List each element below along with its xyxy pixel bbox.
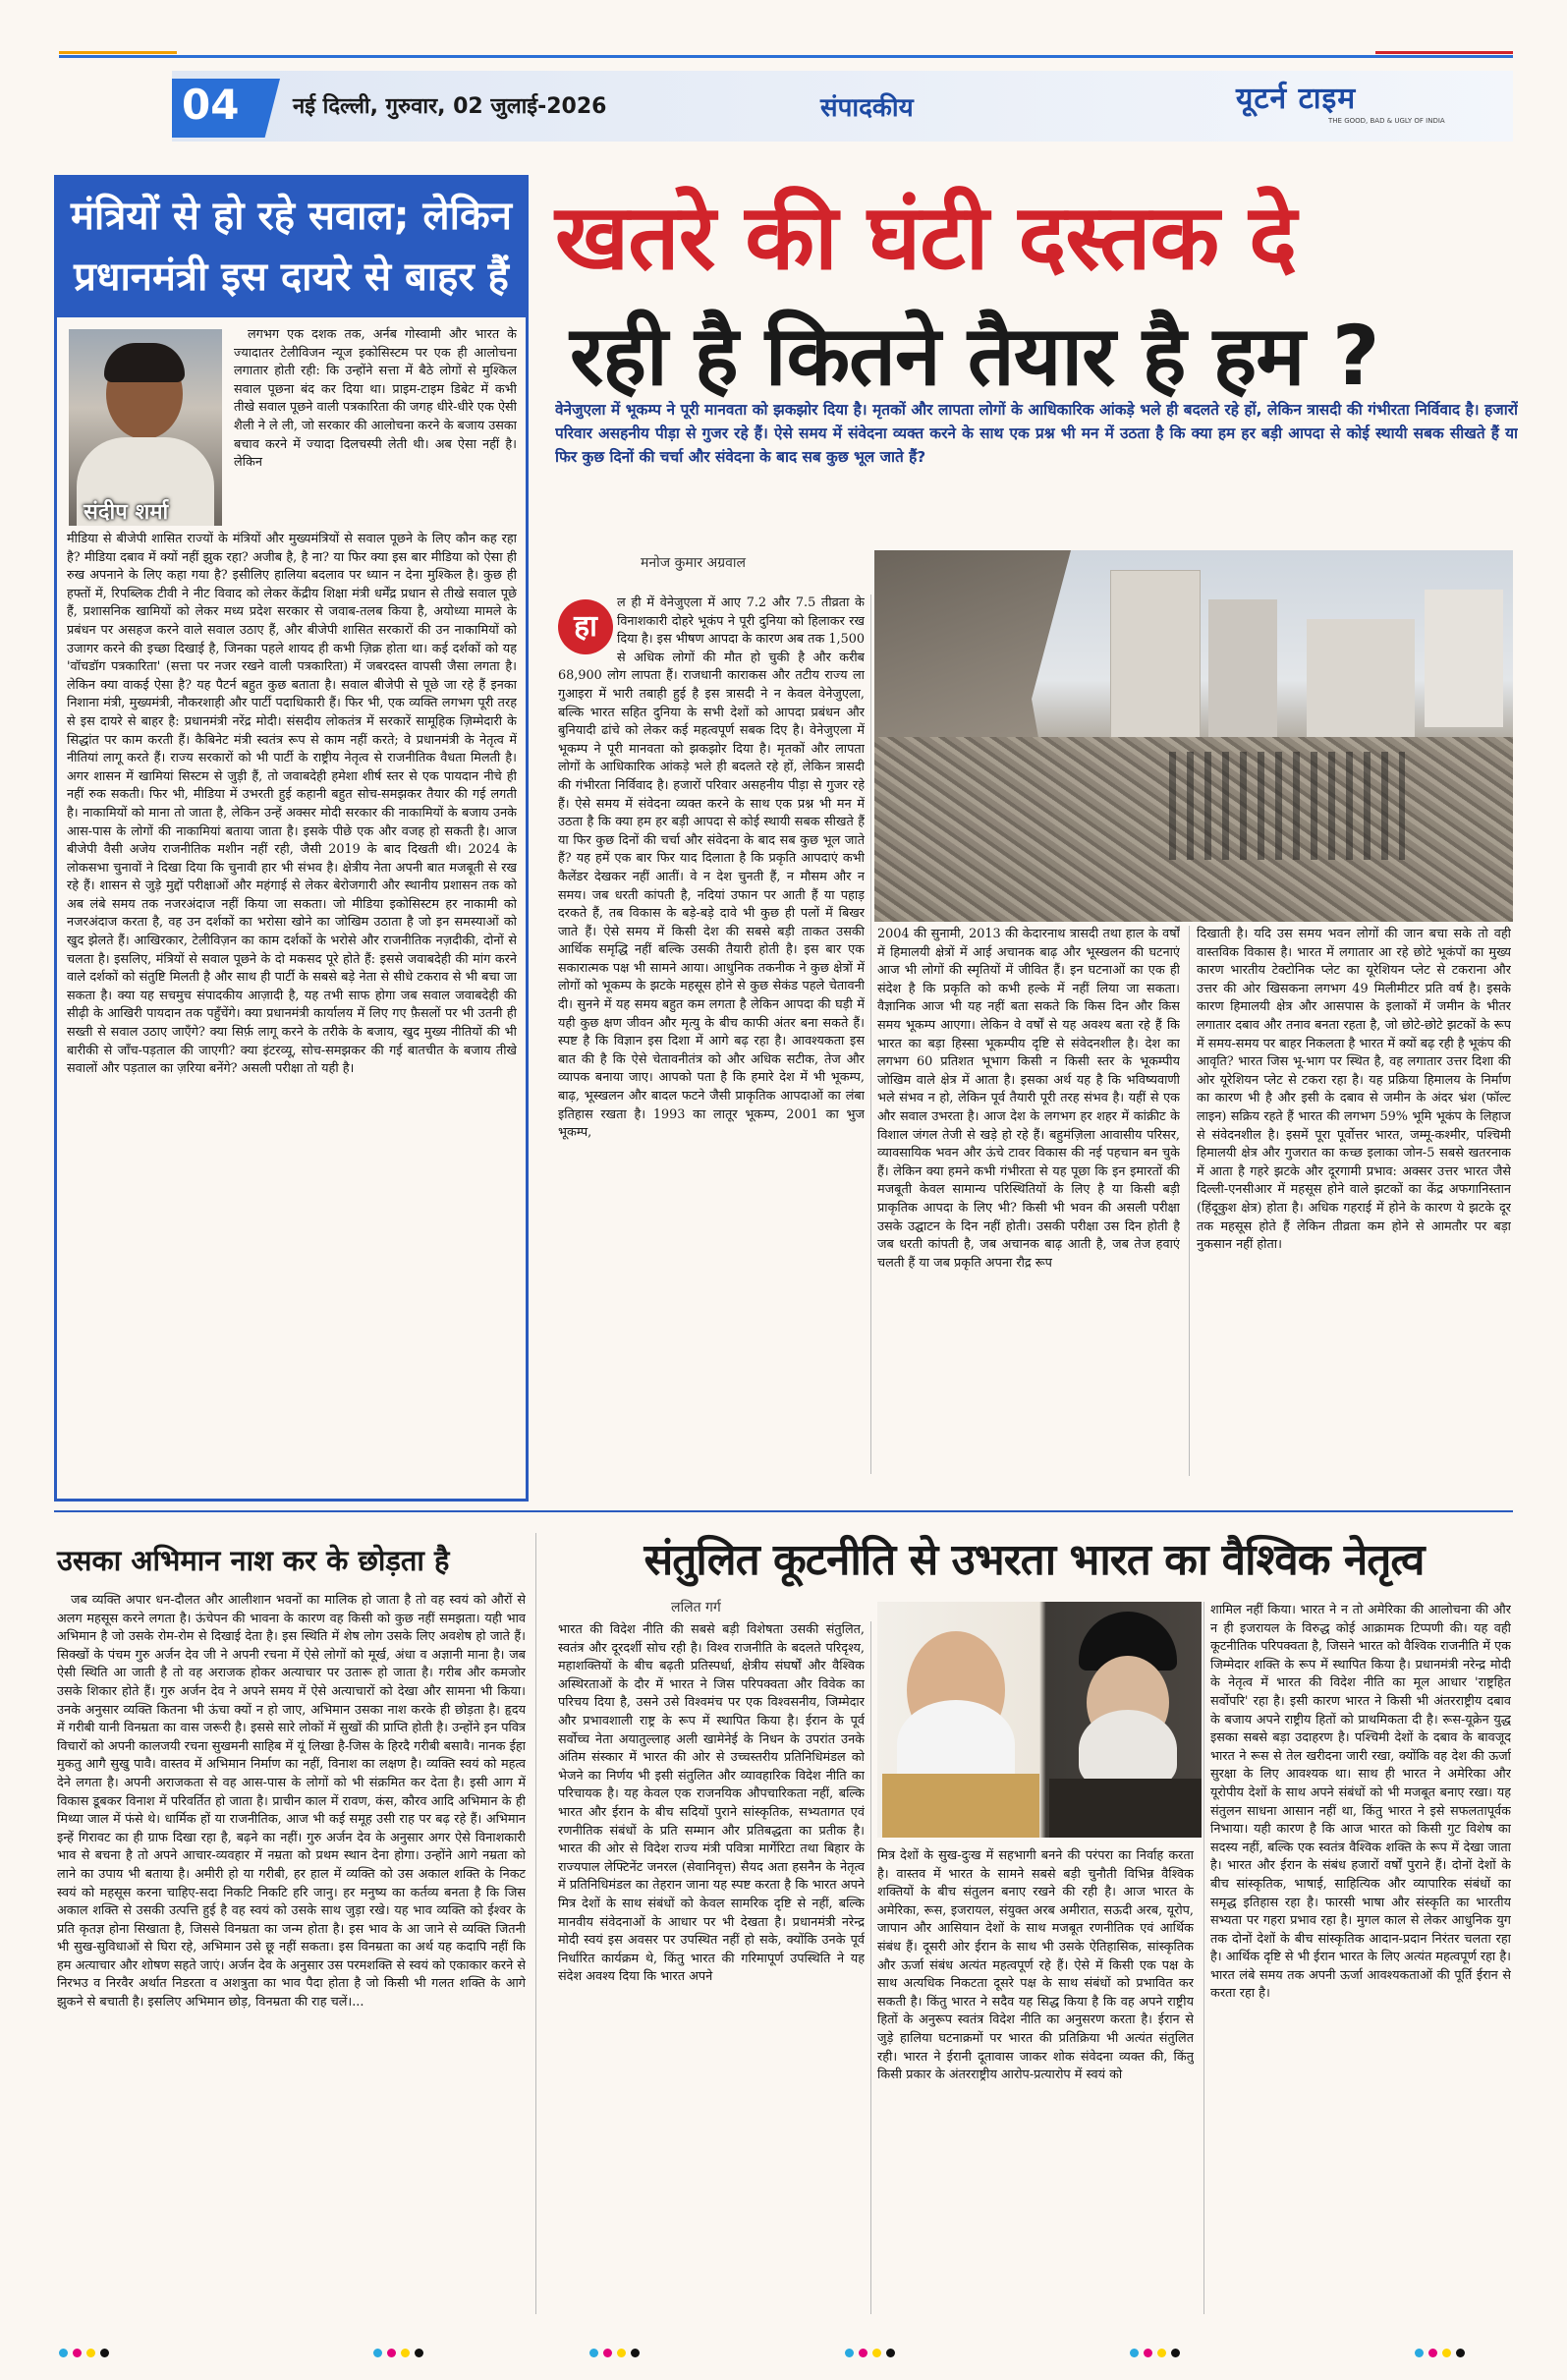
building-3 — [1307, 619, 1415, 737]
divider-2 — [1189, 926, 1190, 1476]
divider-5 — [1203, 1602, 1204, 2314]
registration-bar-red — [1375, 51, 1513, 54]
registration-bar-yellow — [59, 51, 177, 54]
registration-dots-5 — [1130, 2349, 1180, 2357]
registration-dots-6 — [1415, 2349, 1465, 2357]
section-rule — [54, 1510, 1513, 1512]
leaders-photo — [877, 1602, 1202, 1838]
dateline: नई दिल्ली, गुरुवार, 02 जुलाई-2026 — [293, 94, 607, 119]
bottom-main-col1-text: भारत की विदेश नीति की सबसे बड़ी विशेषता उसकी संतुलित, स्वतंत्र और दूरदर्शी सोच रही है। विश्व राजनीति के बदलते परिदृश्य, महाशक्तियों के बीच बढ़ती प्रतिस्पर्धा, क्षेत्रीय संघर्षों और वैश्विक अस्थिरताओं के दौर में भारत ने जिस परिपक्वता और विवेक का परिचय दिया है, उसने उसे विश्वमंच पर एक विश्वसनीय, जिम्मेदार और प्रभावशाली राष्ट्र के रूप में स्थापित किया है। ईरान के पूर्व सर्वोच्च नेता अयातुल्लाह अली खामेनेई के निधन के उपरांत उनके अंतिम संस्कार में भारत की ओर से उच्चस्तरीय प्रतिनिधिमंडल को भेजने का निर्णय भी इसी संतुलित और व्यावहारिक विदेश नीति का परिचायक है। यह केवल एक राजनयिक औपचारिकता नहीं, बल्कि भारत और ईरान के बीच सदियों पुराने सांस्कृतिक, सभ्यतागत एवं रणनीतिक संबंधों के प्रति सम्मान और प्रतिबद्धता का प्रतीक है। भारत की ओर से विदेश राज्य मंत्री पवित्रा मार्गेरिटा तथा बिहार के राज्यपाल लेफ्टिनेंट जनरल (सेवानिवृत्त) सैयद अता हसनैन के नेतृत्व में प्रतिनिधिमंडल का तेहरान जाना यह स्पष्ट करता है कि भारत अपने मित्र देशों के साथ संबंधों को केवल सामरिक दृष्टि से नहीं, बल्कि मानवीय संवेदनाओं के आधार पर भी देखता है। प्रधानमंत्री नरेन्द्र मोदी स्वयं इस अवसर पर उपस्थित नहीं हो सके, क्योंकि उनके पूर्व निर्धारित कार्यक्रम थे, किंतु भारत की गरिमापूर्ण उपस्थिति ने यह संदेश अवश्य दिया कि भारत अपने — [558, 1622, 865, 1985]
bottom-main-col3 — [1210, 1602, 1511, 2314]
divider-3 — [535, 1533, 536, 2314]
brand-logo — [1236, 77, 1452, 136]
main-article-col1-text: ल ही में वेनेजुएला में आए 7.2 और 7.5 तीव्रता के विनाशकारी दोहरे भूकंप ने पूरी दुनिया को हिलाकर रख दिया है। इस भीषण आपदा के कारण अब तक 1,500 से अधिक लोगों की मौत हो चुकी है और करीब 68,900 लोग लापता हैं। राजधानी काराकस और तटीय राज्य ला गुआइरा में भारी तबाही हुई है इस त्रासदी ने न केवल वेनेजुएला, बल्कि भारत सहित दुनिया के सभी देशों को आपदा प्रबंधन और बुनियादी ढांचे को लेकर कई महत्वपूर्ण सबक दिए है। वेनेजुएला में भूकम्प ने पूरी मानवता को झकझोर दिया है। मृतकों और लापता लोगों के आधिकारिक आंकड़े भले ही बदलते रहे हों, लेकिन त्रासदी की गंभीरता निर्विवाद है। हजारों परिवार असहनीय पीड़ा से गुजर रहे हैं। ऐसे समय में संवेदना व्यक्त करने के साथ एक प्रश्न भी मन में उठता है कि क्या हम हर बड़ी आपदा से कोई स्थायी सबक सीखते हैं या फिर कुछ दिनों की चर्चा और संवेदना के बाद सब कुछ भूल जाते हैं? यह हमें एक बार फिर याद दिलाता है कि प्रकृति आपदाएं कभी कैलेंडर देखकर नहीं आतीं। वे न देश चुनती हैं, न मौसम और न समय। जब धरती कांपती है, नदियां उफान पर आती हैं या पहाड़ दरकते हैं, तब विकास के बड़े-बड़े दावे भी कुछ ही पलों में बिखर जाते हैं। ऐसे समय में किसी देश की सबसे बड़ी ताकत उसकी आर्थिक समृद्धि नहीं बल्कि उसकी तैयारी होती है। इस बार एक सकारात्मक पक्ष भी सामने आया। आधुनिक तकनीक ने कुछ क्षेत्रों में लोगों को भूकम्प के झटके महसूस होने से कुछ सेकंड पहले चेतावनी दी। सुनने में यह समय बहुत कम लगता है लेकिन आपदा की घड़ी में यही कुछ क्षण जीवन और मृत्यु के बीच काफी अंतर बना सकते हैं। स्पष्ट है कि विज्ञान इस दिशा में आगे बढ़ रहा है। आवश्यकता इस बात की है कि ऐसे चेतावनीतंत्र को और अधिक सटीक, तेज और व्यापक बनाया जाए। आपको पता है कि हमारे देश में भी भूकम्प, बाढ़, भूस्खलन और बादल फटने जैसी प्राकृतिक आपदाओं का लंबा इतिहास रखता है। 1993 का लातूर भूकम्प, 2001 का भुज भूकम्प, — [558, 595, 865, 1141]
bottom-main-author: ललित गर्ग — [671, 1600, 721, 1615]
leader-1-attire — [882, 1774, 1039, 1838]
main-headline-1: खतरे की घंटी दस्तक दे — [555, 185, 1297, 290]
building-2 — [1208, 599, 1277, 737]
leader-2-robe — [1049, 1779, 1202, 1838]
bottom-main-col2 — [877, 1847, 1194, 2314]
registration-dots-4 — [845, 2349, 895, 2357]
standfirst-text: वेनेजुएला में भूकम्प ने पूरी मानवता को झकझोर दिया है। मृतकों और लापता लोगों के आधिकारिक आंकड़े भले ही बदलते रहे हों, लेकिन त्रासदी की गंभीरता निर्विवाद है। हजारों परिवार असहनीय पीड़ा से गुजर रहे हैं। ऐसे समय में संवेदना व्यक्त करने के साथ एक प्रश्न भी मन में उठता है कि क्या हम हर बड़ी आपदा से कोई स्थायी सबक सीखते हैं या फिर कुछ दिनों की चर्चा और संवेदना के बाद सब कुछ भूल जाते हैं? — [555, 401, 1518, 466]
left-article-headline-1: मंत्रियों से हो रहे सवाल; लेकिन — [71, 194, 512, 239]
drop-cap: हा — [558, 599, 613, 654]
leader-2-beard — [1079, 1710, 1177, 1788]
divider-4 — [870, 1621, 871, 2314]
earthquake-photo — [874, 550, 1513, 922]
main-article-col2-text: 2004 की सुनामी, 2013 की केदारनाथ त्रासदी तथा हाल के वर्षों में हिमालयी क्षेत्रों में आई अचानक बाढ़ और भूस्खलन की घटनाएं आज भी लोगों की स्मृतियों में जीवित हैं। इन घटनाओं का एक ही संदेश है कि प्रकृति को कभी हल्के में नहीं लिया जा सकता। वैज्ञानिक आज भी यह नहीं बता सकते कि किस दिन और किस समय भूकम्प आएगा। लेकिन वे वर्षों से यह अवश्य बता रहे हैं कि भारत का बड़ा हिस्सा भूकम्पीय दृष्टि से संवेदनशील है। देश का लगभग 60 प्रतिशत भूभाग किसी न किसी स्तर के भूकम्पीय जोखिम वाले क्षेत्र में आता है। इसका अर्थ यह है कि भविष्यवाणी भले संभव न हो, लेकिन पूर्व तैयारी पूरी तरह संभव है। यहीं से एक और सवाल उभरता है। आज देश के लगभग हर शहर में कांक्रीट के विशाल जंगल तेजी से खड़े हो रहे हैं। बहुमंज़िला आवासीय परिसर, व्यावसायिक भवन और ऊंचे टावर विकास की नई पहचान बन चुके हैं। लेकिन क्या हमने कभी गंभीरता से यह पूछा कि इन इमारतों की मजबूती केवल सामान्य परिस्थितियों के लिए है या किसी बड़ी प्राकृतिक आपदा के लिए भी? किसी भी भवन की असली परीक्षा उसके उद्घाटन के दिन नहीं होती। उसकी परीक्षा उस दिन होती है जब धरती कांपती है, जब अचानक बाढ़ आती है, जब तेज हवाएं चलती हैं या जब प्रकृति अपना रौद्र रूप — [877, 927, 1180, 1271]
drop-cap-space — [558, 595, 617, 652]
building-1 — [1110, 570, 1201, 739]
standfirst — [555, 398, 1518, 496]
left-article-headline-2: प्रधानमंत्री इस दायरे से बाहर हैं — [74, 255, 509, 300]
building-4 — [1425, 590, 1503, 727]
left-article-body-text: मीडिया से बीजेपी शासित राज्यों के मंत्रियों और मुख्यमंत्रियों से सवाल पूछने के लिए कौन कह रहा है? मीडिया दबाव में क्यों नहीं झुक रहा? अजीब है, है ना? या फिर क्या इस बार मीडिया को ऐसा ही रुख अपनाने के लिए कहा गया है? इसीलिए हालिया बदलाव पर ध्यान न देना मुश्किल है। कुछ ही हफ्तों में, रिपब्लिक टीवी ने नीट विवाद को लेकर केंद्रीय शिक्षा मंत्री धर्मेंद्र प्रधान से तीखे सवाल पूछे हैं, प्रशासनिक खामियों को लेकर मध्य प्रदेश सरकार से जवाब-तलब किया है, अयोध्या मामले के प्रबंधन पर असहज करने वाले सवाल उठाए हैं, और बीजेपी शासित सरकारों की उन नाकामियों को उजागर करने की इच्छा दिखाई है, जिनका पहले शायद ही कभी ज़िक्र होता था। कई दर्शकों को यह 'वॉचडॉग पत्रकारिता' (सत्ता पर नजर रखने वाली पत्रकारिता) में जबरदस्त वापसी जैसा लगता है। लेकिन क्या वाकई ऐसा है? यह पैटर्न बहुत कुछ बताता है। सवाल बीजेपी से पूछे जा रहे हैं इनका निशाना मंत्री, मुख्यमंत्री, नौकरशाही और पार्टी पदाधिकारी हैं। फिर भी, एक व्यक्ति लगभग पूरी तरह से इस दायरे से बाहर है: प्रधानमंत्री नरेंद्र मोदी। संसदीय लोकतंत्र में सरकारें सामूहिक ज़िम्मेदारी के सिद्धांत पर काम करती हैं। कैबिनेट मंत्री स्वतंत्र रूप से काम नहीं करते; वे प्रधानमंत्री के नेतृत्व में नीतियां लागू करते हैं। राज्य सरकारों को भी पार्टी के राष्ट्रीय नेतृत्व से राजनीतिक वैधता मिलती है। अगर शासन में खामियां सिस्टम से जुड़ी हैं, तो जवाबदेही हमेशा शीर्ष स्तर से एक पायदान नीचे ही नहीं रुक सकती। फिर भी, मीडिया में उभरती हुई कहानी बहुत सोच-समझकर तैयार की गई लगती है। नाकामियों को माना तो जाता है, लेकिन उन्हें अक्सर मोदी सरकार की नाकामियों के बजाय उनके आस-पास के लोगों की नाकामियां बताया जाता है। इसके पीछे एक और वजह हो सकती है। आज बीजेपी वैसी अजेय राजनीतिक मशीन नहीं रही, जैसी 2019 के बाद दिखती थी। 2024 के लोकसभा चुनावों ने दिखा दिया कि चुनावी हार भी संभव है। क्षेत्रीय नेता अपनी बात मजबूती से रख रहे हैं। शासन से जुड़े मुद्दों परीक्षाओं और महंगाई से लेकर बेरोजगारी और स्थानीय प्रशासन तक को अब लंबे समय तक नजरअंदाज नहीं किया जा सकता। जो मीडिया इकोसिस्टम हर नाकामी को नजरअंदाज करता है, वह उन दर्शकों का भरोसा खोने का जोखिम उठाता है जो इन समस्याओं को खुद झेलते हैं। आखिरकार, टेलीविज़न का काम दर्शकों के भरोसे और राजनीतिक नज़दीकी, दोनों से चलता है। इसलिए, मंत्रियों से सवाल पूछने के दो मकसद पूरे होते हैं: इससे जवाबदेही की मांग करने वाले दर्शकों को संतुष्टि मिलती है और साथ ही पार्टी के सबसे बड़े नेता से सीधे टकराव से भी बचा जा सकता है। क्या यह सचमुच संपादकीय आज़ादी है, यह तभी साफ होगा जब सवाल जवाबदेही की सीढ़ी के आखिरी पायदान तक पहुँचेंगे। क्या प्रधानमंत्री कार्यालय में लिए गए फ़ैसलों पर भी उतनी ही सख्ती से सवाल उठाए जाएँगे? क्या सिर्फ़ लागू करने के तरीके के बजाय, खुद मुख्य नीतियों की भी बारीकी से जाँच-पड़ताल की जाएगी? क्या इंटरव्यू, सोच-समझकर की गई बातचीत के बजाय तीखे सवालों और पड़ताल का ज़रिया बनेंगे? असली परीक्षा तो यही है। — [67, 532, 517, 1077]
left-article-intro-text: लगभग एक दशक तक, अर्नब गोस्वामी और भारत के ज्यादातर टेलीविजन न्यूज इकोसिस्टम पर एक ही आलोचना लगातार होती रही: कि उन्होंने सत्ता में बैठे लोगों से मुश्किल सवाल पूछना बंद कर दिया था। प्राइम-टाइम डिबेट में कभी तीखे सवाल पूछने वाली पत्रकारिता की जगह धीरे-धीरे एक ऐसी शैली ने ले ली, जो सरकार की आलोचना करने के बजाय उसका बचाव करने में ज्यादा दिलचस्पी लेती थी। अब ऐसा नहीं है। लेकिन — [234, 327, 517, 471]
registration-dots-3 — [589, 2349, 640, 2357]
main-headline-2: रही है कितने तैयार है हम ? — [570, 308, 1379, 404]
registration-bar-top — [59, 55, 1513, 58]
main-article-col3-text: दिखाती है। यदि उस समय भवन लोगों की जान बचा सके तो वही वास्तविक विकास है। भारत में लगातार आ रहे छोटे भूकंपों का मुख्य कारण भारतीय टेक्टोनिक प्लेट का यूरेशियन प्लेट से टकराना और उत्तर की ओर खिसकना लगभग 49 मिलीमीटर प्रति वर्ष है। इसके कारण हिमालयी क्षेत्र और आसपास के इलाकों में जमीन के भीतर लगातार दबाव और तनाव बनता रहता है, जो छोटे-छोटे झटकों के रूप में समय-समय पर बाहर निकलता है भारत में क्यों बढ़ रही है भूकंप की आवृति? भारत जिस भू-भाग पर स्थित है, वह लगातार उत्तर दिशा की ओर यूरेशियन प्लेट से टकरा रहा है। यह प्रक्रिया हिमालय के निर्माण का कारण भी है और इसी के दबाव से जमीन के अंदर भ्रंश (फॉल्ट लाइन) सक्रिय रहते हैं भारत की लगभग 59% भूमि भूकंप के लिहाज से संवेदनशील है। इसमें पूरा पूर्वोत्तर भारत, जम्मू-कश्मीर, पश्चिमी हिमालयी क्षेत्र और गुजरात का कच्छ इलाका जोन-5 सबसे खतरनाक में आता है गहरे झटके और दूरगामी प्रभाव: अक्सर उत्तर भारत जैसे दिल्ली-एनसीआर में महसूस होने वाले झटकों का केंद्र अफगानिस्तान (हिंदूकुश क्षेत्र) होता है। अधिक गहराई में होने के कारण ये झटके दूर तक महसूस होते हैं लेकिन तीव्रता कम होने से आमतौर पर बड़ा नुकसान नहीं होता। — [1197, 927, 1511, 1253]
main-article-col1 — [558, 595, 865, 1474]
brand-tagline: THE GOOD, BAD & UGLY OF INDIA — [1328, 117, 1445, 125]
left-article-intro — [234, 326, 517, 529]
main-article-author: मनोज कुमार अग्रवाल — [641, 555, 747, 571]
bottom-main-col2-text: मित्र देशों के सुख-दुःख में सहभागी बनने की परंपरा का निर्वाह करता है। वास्तव में भारत के सामने सबसे बड़ी चुनौती विभिन्न वैश्विक शक्तियों के बीच संतुलन बनाए रखने की रही है। आज भारत के अमेरिका, रूस, इजरायल, संयुक्त अरब अमीरात, सऊदी अरब, यूरोप, जापान और आसियान देशों के साथ मजबूत रणनीतिक एवं आर्थिक संबंध हैं। दूसरी ओर ईरान के साथ भी उसके ऐतिहासिक, सांस्कृतिक और ऊर्जा संबंध अत्यंत महत्वपूर्ण रहे हैं। ऐसे में किसी एक पक्ष के साथ अत्यधिक निकटता दूसरे पक्ष के साथ संबंधों को प्रभावित कर सकती है। किंतु भारत ने सदैव यह सिद्ध किया है कि वह अपने राष्ट्रीय हितों के अनुरूप स्वतंत्र विदेश नीति का अनुसरण करता है। ईरान से जुड़े हालिया घटनाक्रमों पर भारत की प्रतिक्रिया भी अत्यंत संतुलित रही। भारत ने ईरानी दूतावास जाकर शोक संवेदना व्यक्त की, किंतु किसी प्रकार के अंतरराष्ट्रीय आरोप-प्रत्यारोप में स्वयं को — [877, 1848, 1194, 2083]
rescue-workers — [1169, 752, 1405, 860]
bottom-main-headline: संतुलित कूटनीति से उभरता भारत का वैश्विक नेतृत्व — [644, 1535, 1425, 1585]
registration-dots-2 — [373, 2349, 423, 2357]
divider-1 — [870, 595, 871, 1474]
author-name: संदीप शर्मा — [84, 500, 169, 525]
registration-dots-1 — [59, 2349, 109, 2357]
bottom-main-col3-text: शामिल नहीं किया। भारत ने न तो अमेरिका की आलोचना की और न ही इजरायल के विरुद्ध कोई आक्रामक टिप्पणी की। यह वही कूटनीतिक परिपक्वता है, जिसने भारत को वैश्विक राजनीति में एक जिम्मेदार शक्ति के रूप में स्थापित किया है। प्रधानमंत्री नरेन्द्र मोदी के नेतृत्व में भारत की विदेश नीति का मूल आधार 'राष्ट्रहित सर्वोपरि' रहा है। इसी कारण भारत ने किसी भी अंतरराष्ट्रीय दबाव के बजाय अपने राष्ट्रीय हितों को प्राथमिकता दी है। रूस-यूक्रेन युद्ध इसका सबसे बड़ा उदाहरण है। पश्चिमी देशों के दबाव के बावजूद भारत ने रूस से तेल खरीदना जारी रखा, क्योंकि वह देश की ऊर्जा सुरक्षा के लिए आवश्यक था। साथ ही भारत ने अमेरिका और यूरोपीय देशों के साथ अपने संबंधों को भी मजबूत बनाए रखा। यह संतुलन साधना आसान नहीं था, किंतु भारत ने इसे सफलतापूर्वक निभाया। यही कारण है कि आज भारत को किसी गुट विशेष का सदस्य नहीं, बल्कि एक स्वतंत्र वैश्विक शक्ति के रूप में देखा जाता है। भारत और ईरान के संबंध हजारों वर्षों पुराने हैं। दोनों देशों के बीच सांस्कृतिक, भाषाई, साहित्यिक और व्यापारिक संबंधों का समृद्ध इतिहास रहा है। फारसी भाषा और संस्कृति का भारतीय सभ्यता पर गहरा प्रभाव रहा है। मुगल काल से लेकर आधुनिक युग तक दोनों देशों के बीच सांस्कृतिक आदान-प्रदान निरंतर चलता रहा है। आर्थिक दृष्टि से भी ईरान भारत के लिए अत्यंत महत्वपूर्ण रहा है। भारत लंबे समय तक अपनी ऊर्जा आवश्यकताओं की पूर्ति ईरान से करता रहा है। — [1210, 1603, 1511, 2002]
section-title: संपादकीय — [820, 93, 914, 123]
bottom-left-headline: उसका अभिमान नाश कर के छोड़ता है — [57, 1544, 450, 1577]
bottom-left-body — [57, 1592, 526, 2314]
brand-name: यूटर्न टाइम — [1236, 82, 1357, 116]
page-number: 04 — [182, 81, 240, 129]
bottom-main-col1 — [558, 1621, 865, 2314]
main-article-col3 — [1197, 926, 1511, 1471]
left-article-body — [67, 531, 517, 1492]
main-article-col2 — [877, 926, 1180, 1476]
author-hair — [104, 343, 185, 382]
bottom-left-body-text: जब व्यक्ति अपार धन-दौलत और आलीशान भवनों का मालिक हो जाता है तो वह स्वयं को औरों से अलग महसूस करने लगता है। ऊंचेपन की भावना के कारण वह किसी को कुछ नहीं समझता। यही भाव अभिमान है जो उसके रोम-रोम से दिखाई देता है। इस स्थिति में शेष लोग उसके लिए अवशेष हो जाते हैं। सिक्खों के पंचम गुरु अर्जन देव जी ने अपनी रचना में ऐसे लोगों को मूर्ख, अंधा व अज्ञानी माना है। जब ऐसी स्थिति आ जाती है तो वह अराजक होकर अत्याचार पर उतारू हो जाता है। गरीब और कमजोर उसके शिकार होते हैं। गुरु अर्जन देव ने अपने समय में ऐसे अत्याचारों को देखा और सामना भी किया। उनके अनुसार व्यक्ति कितना भी ऊंचा क्यों न हो जाए, अभिमान उसका नाश करके ही छोड़ता है। हृदय में गरीबी यानी विनम्रता का वास जरूरी है। इससे सारे लोकों में सुखों की प्राप्ति होती है। उन्होंने इन पवित्र विचारों को अपनी कालजयी रचना सुखमनी साहिब में यूं लिखा है-जिस के हिरदै गरीबी बसावै। नानक ईहा मुकतु आगै सुखु पावै। वास्तव में अभिमान निर्माण का नहीं, विनाश का लक्षण है। व्यक्ति स्वयं को महत्व देने लगता है। अपनी अराजकता से वह आस-पास के लोगों को भी संक्रमित कर देता है। इसी आग में विकास डूबकर विनाश में परिवर्तित हो जाता है। प्राचीन काल में रावण, कंस, कौरव आदि अभिमान के ही मिथ्या जाल में फंसे थे। धार्मिक हों या राजनीतिक, आज भी कई समूह उसी राह पर बढ़ रहे हैं। अभिमान इन्हें गिरावट का ही ग्राफ दिखा रहा है, बढ़ने का नहीं। गुरु अर्जन देव के अनुसार अगर ऐसे विनाशकारी भाव से बचना है तो अपने आचार-व्यवहार में नम्रता को प्रथम स्थान देना होगा। उन्होंने आगे नम्रता को लाने का उपाय भी बताया है। अमीरी हो या गरीबी, हर हाल में व्यक्ति को उस अकाल शक्ति के निकट स्वयं को महसूस करना चाहिए-सदा निकटि निकटि हरि जानु। हर मनुष्य का कर्तव्य बनता है कि जिस अकाल शक्ति से उसकी उत्पत्ति हुई है वह स्वयं को उसके साथ जुड़ा रखे। यह भाव व्यक्ति को ईश्वर के प्रति कृतज्ञ होना सिखाता है, जिससे विनम्रता का जन्म होता है। इस भाव के आ जाने से व्यक्ति जितनी भी सुख-सुविधाओं से घिरा रहे, अभिमान उसे छू नहीं सकता। इस विनम्रता का अर्थ यह कदापि नहीं कि हम अत्याचार और शोषण सहते जाएं। अर्जन देव के अनुसार उस परमशक्ति से स्वयं को एकाकार करने से निरभउ व निरवैर अर्थात निडरता व अशत्रुता का भाव पैदा होता है जो किसी भी गलत शक्ति के आगे झुकने से बचाती है। इसलिए अभिमान छोड़, विनम्रता की राह चलें।... — [57, 1593, 526, 2011]
